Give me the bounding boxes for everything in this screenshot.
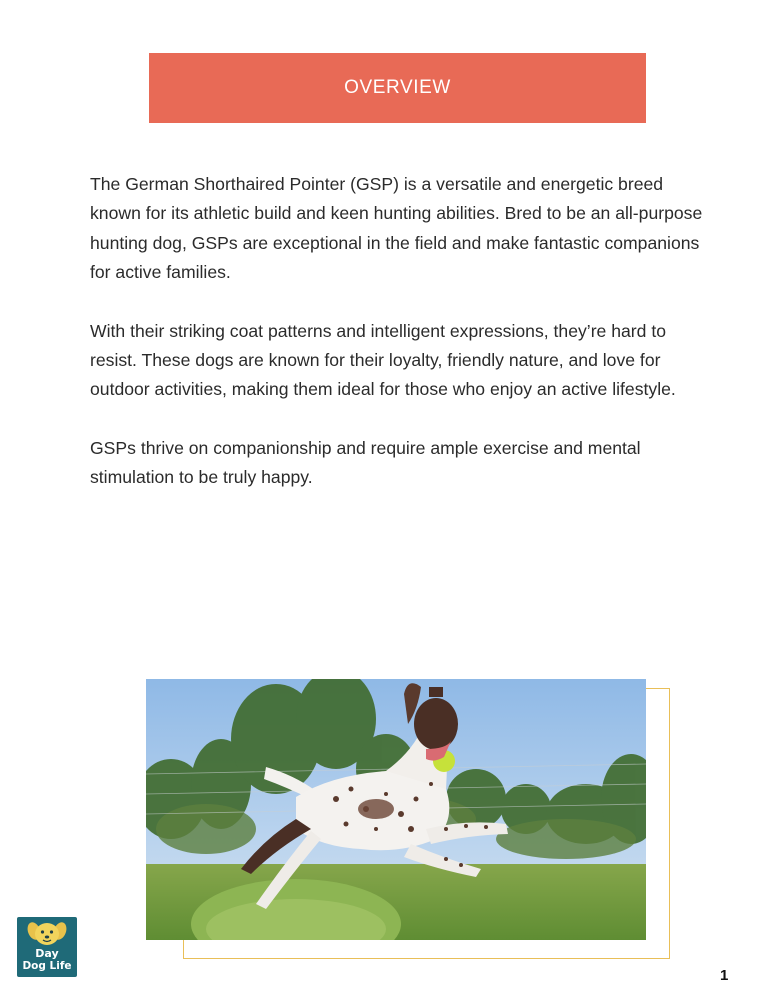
- paragraph-intro: The German Shorthaired Pointer (GSP) is a versatile and energetic breed known for its athletic build and keen hunting abilities. Bred to be an all-purpose hunting dog, GSPs are exceptional in the field and make fantastic companions for active families.: [90, 174, 703, 283]
- page-number: 1: [720, 967, 729, 984]
- gsp-photo: [146, 679, 646, 940]
- paragraph-temperament: With their striking coat patterns and intelligent expressions, they’re hard to resist. These dogs are known for their loyalty, friendly nature, and love for outdoor activities, making them ideal for those who enjoy an active lifestyle.: [90, 320, 676, 400]
- overview-body: [90, 170, 710, 522]
- logo-text-dog-life: Dog Life: [22, 960, 72, 972]
- logo-text-day: Day: [35, 947, 59, 960]
- day-dog-life-logo: [17, 917, 77, 977]
- paragraph-needs: GSPs thrive on companionship and require ample exercise and mental stimulation to be truly happy.: [90, 437, 641, 488]
- dog-face-icon: [17, 917, 77, 949]
- overview-banner: [149, 53, 646, 123]
- banner-title: OVERVIEW: [344, 77, 451, 98]
